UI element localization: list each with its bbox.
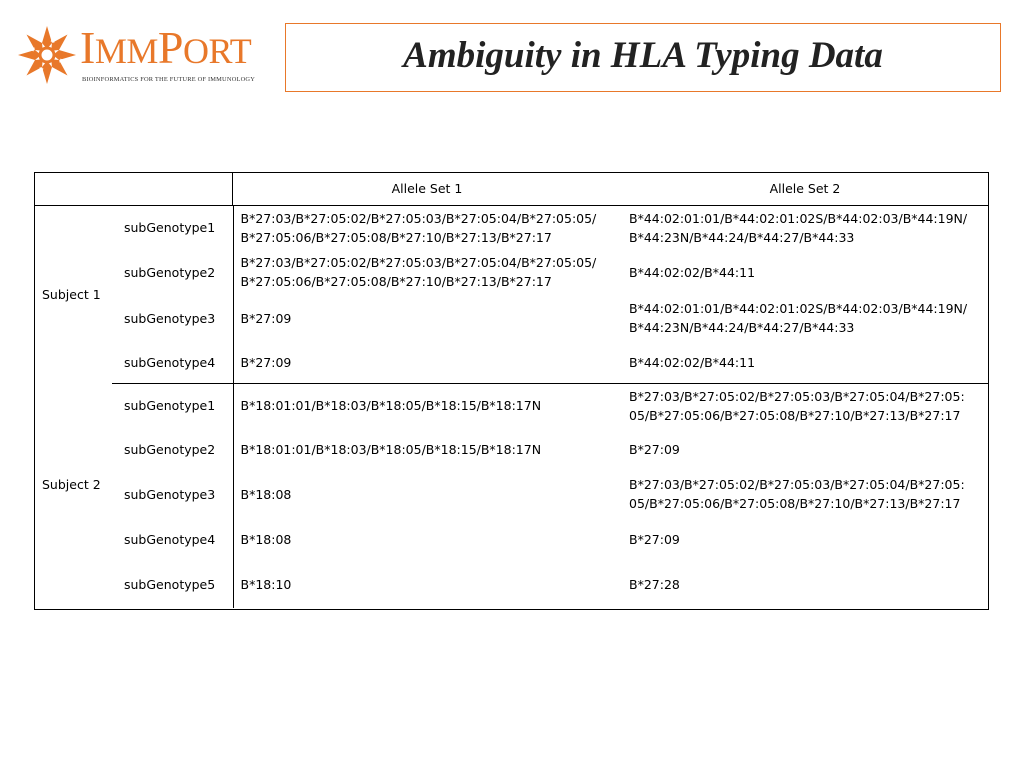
table-row (34, 250, 989, 295)
table-row (34, 342, 989, 384)
allele-set-1-cell: B*27:03/B*27:05:02/B*27:05:03/B*27:05:04/B*27:05:05/ B*27:05:06/B*27:05:08/B*27:10/B*27:13/B*27:17 (240, 255, 597, 289)
allele-set-2-cell: B*27:09 (629, 532, 680, 547)
subgenotype-label: subGenotype2 (112, 250, 233, 295)
subject-label: Subject 1 (42, 287, 101, 303)
header-cell-empty (34, 172, 112, 206)
subgenotype-label: subGenotype4 (112, 518, 233, 562)
logo-wordmark: IMMPORT (80, 22, 252, 73)
subgenotype-label: subGenotype2 (112, 428, 233, 471)
allele-set-1-cell: B*18:08 (240, 486, 292, 502)
allele-set-2-cell: B*27:28 (629, 577, 680, 592)
table-row (34, 428, 989, 471)
allele-set-2-cell: B*27:03/B*27:05:02/B*27:05:03/B*27:05:04/B*27:05: 05/B*27:05:06/B*27:05:08/B*27:10/B*27:13/B*27:17 (629, 388, 965, 423)
immport-star-icon (16, 24, 78, 86)
hla-typing-table (34, 172, 989, 608)
subject-label: Subject 2 (42, 477, 101, 492)
header-divider (232, 172, 233, 205)
allele-set-1-cell: B*18:01:01/B*18:03/B*18:05/B*18:15/B*18:17N (240, 441, 542, 457)
logo-tagline: BIOINFORMATICS FOR THE FUTURE OF IMMUNOLOGY (82, 76, 256, 83)
allele-set-1-cell: B*18:10 (240, 577, 292, 592)
subgenotype-label: subGenotype3 (112, 295, 233, 342)
allele-set-1-cell: B*18:08 (240, 532, 292, 547)
allele-set-2-cell: B*44:02:02/B*44:11 (629, 264, 756, 280)
table-row (34, 295, 989, 342)
allele-set-1-cell: B*27:09 (240, 310, 292, 326)
immport-logo (14, 22, 276, 94)
subgenotype-label: subGenotype1 (112, 384, 233, 428)
subgenotype-label: subGenotype5 (112, 562, 233, 608)
allele-set-2-cell: B*44:02:02/B*44:11 (621, 342, 989, 384)
table-row (34, 518, 989, 562)
allele-set-1-cell: B*18:01:01/B*18:03/B*18:05/B*18:15/B*18:17N (240, 398, 542, 414)
header-allele-set-1: Allele Set 1 (233, 172, 621, 206)
subgenotype-label: subGenotype1 (112, 206, 233, 250)
allele-set-2-cell: B*27:09 (629, 441, 680, 457)
allele-set-2-cell: B*44:02:01:01/B*44:02:01:02S/B*44:02:03/B*44:19N/ B*44:23N/B*44:24/B*44:27/B*44:33 (629, 301, 968, 335)
title-box (285, 23, 1001, 92)
allele-set-2-cell: B*27:03/B*27:05:02/B*27:05:03/B*27:05:04/B*27:05: 05/B*27:05:06/B*27:05:08/B*27:10/B*27:13/B*27:17 (629, 477, 965, 511)
allele-set-1-cell: B*27:09 (233, 342, 621, 384)
allele-set-2-cell: B*44:02:01:01/B*44:02:01:02S/B*44:02:03/B*44:19N/ B*44:23N/B*44:24/B*44:27/B*44:33 (629, 210, 968, 245)
header-cell-empty (112, 172, 233, 206)
allele-set-1-cell: B*27:03/B*27:05:02/B*27:05:03/B*27:05:04/B*27:05:05/ B*27:05:06/B*27:05:08/B*27:10/B*27:13/B*27:17 (240, 210, 597, 245)
page-title: Ambiguity in HLA Typing Data (403, 35, 883, 76)
table-row (34, 471, 989, 518)
table-row (34, 562, 989, 608)
header-allele-set-2: Allele Set 2 (621, 172, 989, 206)
table-row (34, 206, 989, 250)
subgenotype-label: subGenotype4 (112, 342, 233, 384)
table-header-row (34, 172, 989, 206)
table-row (34, 384, 989, 428)
subgenotype-label: subGenotype3 (112, 471, 233, 518)
